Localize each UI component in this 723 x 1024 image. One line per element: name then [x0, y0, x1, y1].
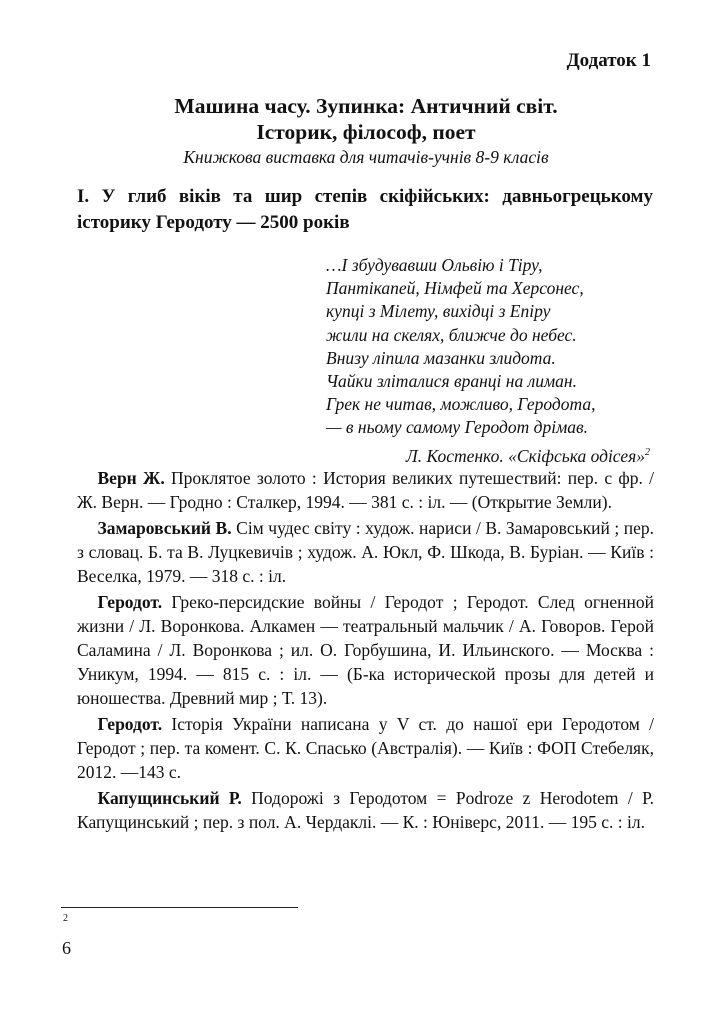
bibliography-entry [77, 516, 654, 588]
appendix-label: Додаток 1 [566, 50, 651, 71]
bibliography-entry [77, 786, 654, 834]
footnote-reference[interactable]: 2 [645, 446, 650, 458]
entry-author: Геродот. [97, 592, 163, 612]
bibliography-entry [77, 590, 654, 710]
title-block [76, 93, 656, 169]
poem-line: купці з Мілету, вихідці з Епіру [326, 301, 551, 322]
poem-line: жили на скелях, ближче до небес. [326, 324, 577, 345]
poem-line: — в ньому самому Геродот дрімав. [326, 417, 589, 438]
title-line-1: Машина часу. Зупинка: Античний світ. [174, 94, 558, 118]
bibliography-list [77, 466, 654, 836]
entry-text: Сім чудес світу : худож. нариси / В. Замаровський ; пер. з словац. Б. та В. Луцкевичів ; худож. А. Юкл, Ф. Шкода, В. Буріан. — Київ : Веселка, 1979. — 318 с. : іл. [77, 518, 655, 586]
page-number: 6 [62, 938, 71, 958]
poem-line: …І збудувавши Ольвію і Тіру, [326, 255, 543, 275]
poem-line: Грек не читав, можливо, Геродота, [326, 394, 596, 415]
poem-epigraph [326, 254, 656, 468]
title-line-2: Історик, філософ, поет [256, 120, 476, 144]
poem-attribution [326, 441, 656, 468]
poem-line: Пантікапей, Німфей та Херсонес, [326, 278, 584, 299]
footnote-number: 2 [63, 913, 68, 924]
poem-line: Чайки зліталися вранці на лиман. [326, 371, 577, 392]
bibliography-entry [77, 712, 654, 784]
entry-text: Греко-персидские войны / Геродот ; Геродот. След огненной жизни / Л. Воронкова. Алкамен — театральный мальчик / А. Говоров. Герой Саламина / Л. Воронкова ; ил. О. Горбушина, И. Ильинского. — Москва : Уникум, 1994. — 815 с. : іл. — (Б-ка исторической прозы для детей и юношества. Древний мир ; Т. 13). [77, 592, 654, 708]
section-heading: І. У глиб віків та шир степів скіфійських: давньогрецькому історику Геродоту — 2500 років [77, 186, 653, 233]
entry-author: Геродот. [97, 714, 163, 734]
footnote-divider [61, 907, 298, 908]
poem-line: Внизу ліпила мазанки злидота. [326, 347, 556, 368]
subtitle: Книжкова виставка для читачів-учнів 8-9 класів [183, 147, 549, 167]
entry-text: Історія України написана у V ст. до нашої ери Геродотом / Геродот ; пер. та комент. С. К. Спасько (Австралія). — Київ : ФОП Стебеляк, 2012. —143 с. [77, 714, 655, 782]
entry-author: Замаровський В. [97, 518, 232, 538]
entry-text: Подорожі з Геродотом = Podroze z Herodotem / Р. Капущинський ; пер. з пол. А. Чердаклі. — К. : Юніверс, 2011. — 195 с. : іл. [77, 788, 654, 832]
poem-attribution-text: Л. Костенко. «Скіфська одісея» [405, 445, 645, 466]
entry-author: Верн Ж. [97, 468, 165, 488]
entry-text: Проклятое золото : История великих путешествий: пер. с фр. / Ж. Верн. — Гродно : Сталкер, 1994. — 381 с. : іл. — (Открытие Земли). [77, 468, 655, 512]
bibliography-entry [77, 466, 654, 514]
entry-author: Капущинський Р. [97, 788, 242, 808]
